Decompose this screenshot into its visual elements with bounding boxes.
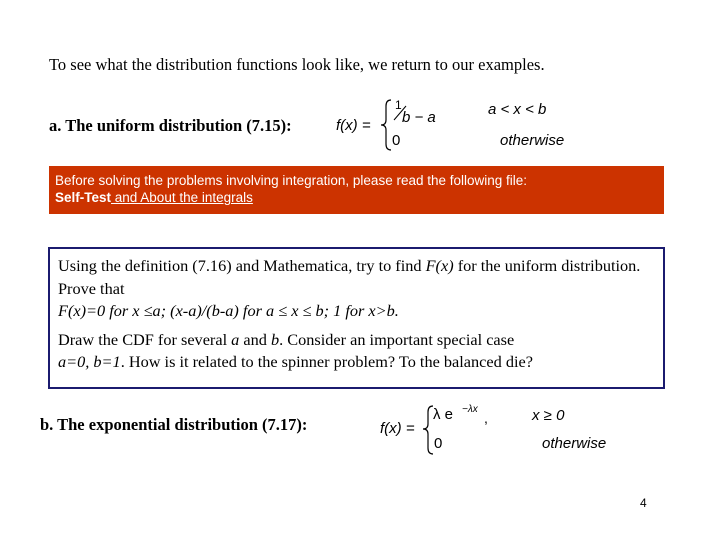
exponential-case1-value: λ e <box>433 406 454 423</box>
exercise-paragraph-2 <box>58 329 655 374</box>
exponential-formula-brace <box>423 406 433 454</box>
self-test-label: Self-Test <box>55 190 112 205</box>
exponential-case1-exponent: −λx <box>462 404 478 415</box>
exercise-p1-text-2: for the uniform distribution. Prove that <box>58 256 641 298</box>
intro-text: To see what the distribution functions look like, we return to our examples. <box>49 55 545 74</box>
exercise-box <box>48 247 665 389</box>
exercise-p1-function: F(x) <box>425 256 454 275</box>
uniform-case1-numerator: 1 <box>395 98 402 112</box>
exponential-case2-condition: otherwise <box>542 435 607 452</box>
uniform-case2-value: 0 <box>392 132 401 149</box>
uniform-case1-condition: a < x < b <box>488 101 547 118</box>
exponential-distribution-label: b. The exponential distribution (7.17): <box>40 415 308 434</box>
exponential-formula-lhs: f(x) = <box>380 420 415 437</box>
uniform-case1-denominator: b − a <box>402 109 436 126</box>
page-number: 4 <box>640 496 647 510</box>
exercise-p2-and: and <box>239 329 271 349</box>
uniform-case2-condition: otherwise <box>500 132 565 149</box>
exercise-p1-text: Using the definition (7.16) and Mathematica, try to find <box>58 256 426 275</box>
exercise-cdf-definition: F(x)=0 for x ≤a; (x-a)/(b-a) for a ≤ x ≤ b; 1 for x>b. <box>58 301 399 320</box>
exercise-special-case: a=0, b=1 <box>58 352 121 371</box>
integration-notice-banner <box>49 166 664 214</box>
exponential-pdf-formula <box>378 403 638 459</box>
exercise-p2-var-b: b <box>270 329 280 349</box>
uniform-formula-brace <box>381 100 391 150</box>
exponential-case2-value: 0 <box>434 435 443 452</box>
banner-notice-text: Before solving the problems involving integration, please read the following file: <box>55 173 528 188</box>
exercise-p2-question: . How is it related to the spinner problem? To the balanced die? <box>120 352 533 371</box>
uniform-distribution-label: a. The uniform distribution (7.15): <box>49 116 292 135</box>
uniform-formula-lhs: f(x) = <box>336 117 371 134</box>
exponential-case1-condition: x ≥ 0 <box>532 407 565 424</box>
exercise-p2-var-a: a <box>231 329 240 349</box>
uniform-pdf-formula <box>334 94 594 156</box>
exponential-case1-comma: , <box>484 410 488 426</box>
exercise-p2-text: Draw the CDF for several <box>58 329 232 349</box>
exercise-paragraph-1 <box>58 255 655 323</box>
integrals-link[interactable]: and About the integrals <box>111 190 253 205</box>
exercise-p2-text-2: . Consider an important special case <box>279 329 515 349</box>
